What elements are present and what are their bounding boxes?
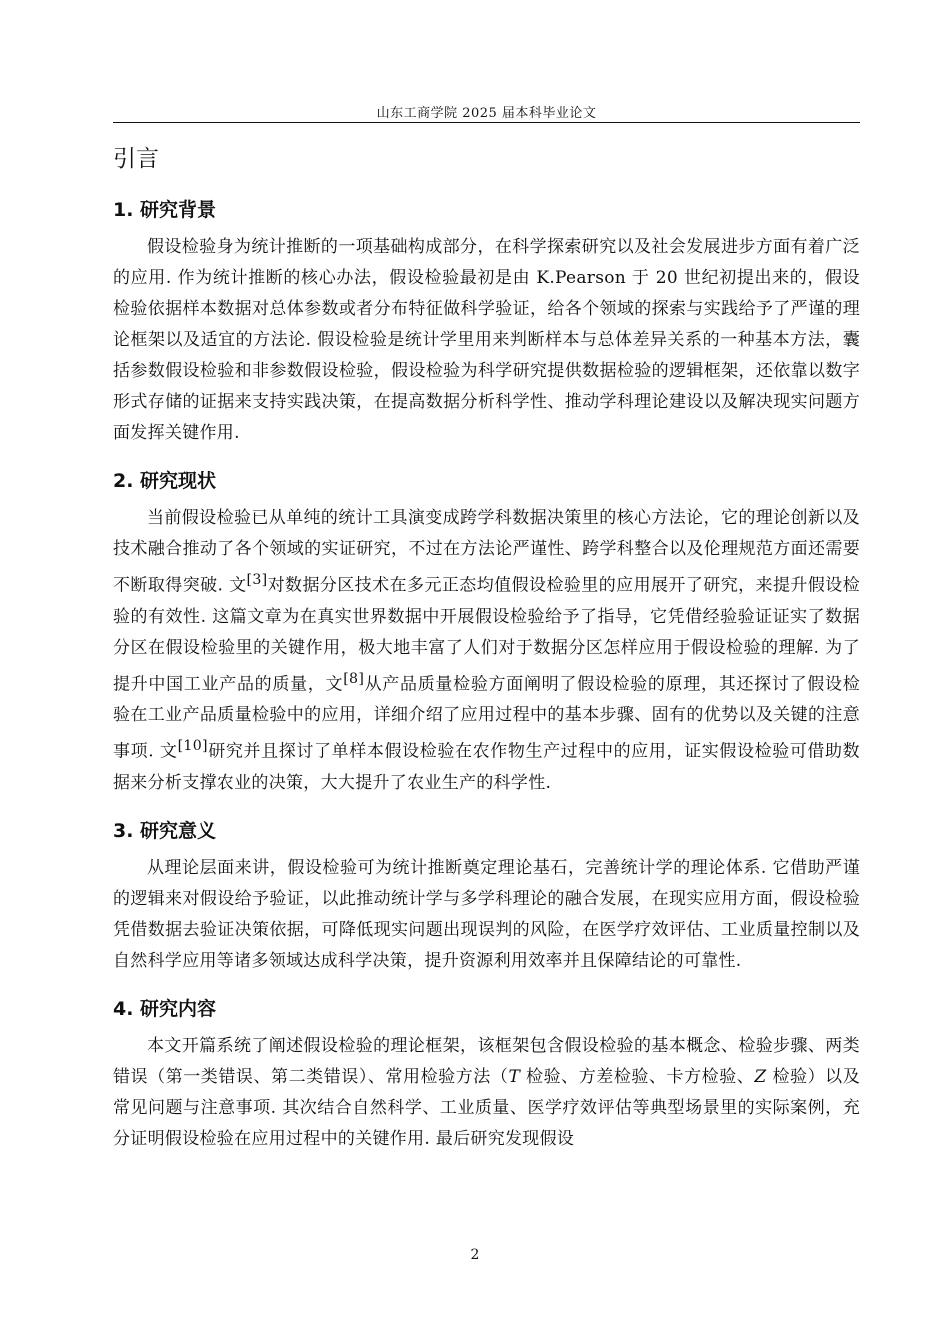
content-text-1: 本文开篇系统了阐述假设检验的理论框架，该框架包含假设检验的基本概念、检验步骤、两类错误（第一类错误、第二类错误）、常用检验方法（ xyxy=(113,1035,860,1087)
page-number: 2 xyxy=(470,1247,480,1263)
citation-8: [8] xyxy=(343,670,365,687)
section-paragraph-background: 假设检验身为统计推断的一项基础构成部分，在科学探索研究以及社会发展进步方面有着广泛的应用. 作为统计推断的核心办法，假设检验最初是由 K.Pearson 于 20 世纪初提出来的，假设检验依据样本数据对总体参数或者分布特征做科学验证，给各个领域的探索与实践给予了严谨的理论框架以及适宜的方法论. 假设检验是统计学里用来判断样本与总体差异关系的一种基本方法，囊括参数假设检验和非参数假设检验，假设检验为科学研究提供数据检验的逻辑框架，还依靠以数字形式存储的证据来支持实践决策，在提高数据分析科学性、推动学科理论建设以及解决现实问题方面发挥关键作用. xyxy=(113,237,860,443)
status-text-2: 对数据分区技术在多元正态均值假设检验里的应用展开了研究，来提升假设检验的有效性. 这篇文章为在真实世界数据中开展假设检验给予了指导，它凭借经验验证证实了数据分区在假设检验里的关键作用，极大地丰富了人们对于数据分区怎样应用于假设检验的理解. 为了提升中国工业产品的质量，文 xyxy=(113,575,860,695)
section-paragraph-status xyxy=(113,503,860,799)
content-text-3: 检验）以及常见问题与注意事项. 其次结合自然科学、工业质量、医学疗效评估等典型场景里的实际案例，充分证明假设检验在应用过程中的关键作用. 最后研究发现假设 xyxy=(113,1066,860,1149)
section-heading-background: 1. 研究背景 xyxy=(113,199,217,221)
status-text-3: 从产品质量检验方面阐明了假设检验的原理，其还探讨了假设检验在工业产品质量检验中的应用，详细介绍了应用过程中的基本步骤、固有的优势以及关键的注意事项. 文 xyxy=(113,674,860,762)
page-body xyxy=(113,140,860,1165)
section-heading-significance: 3. 研究意义 xyxy=(113,819,217,842)
citation-10: [10] xyxy=(177,738,208,755)
status-text-4: 研究并且探讨了单样本假设检验在农作物生产过程中的应用，证实假设检验可借助数据来分析支撑农业的决策，大大提升了农业生产的科学性. xyxy=(113,741,860,793)
section-heading-content: 4. 研究内容 xyxy=(113,997,217,1020)
running-header: 山东工商学院 2025 届本科毕业论文 xyxy=(376,106,597,121)
citation-3: [3] xyxy=(246,572,268,588)
section-paragraph-significance: 从理论层面来讲，假设检验可为统计推断奠定理论基石，完善统计学的理论体系. 它借助严谨的逻辑来对假设给予验证，以此推动统计学与多学科理论的融合发展，在现实应用方面，假设检验凭借数据去验证决策依据，可降低现实问题出现误判的风险，在医学疗效评估、工业质量控制以及自然科学应用等诸多领域达成科学决策，提升资源利用效率并且保障结论的可靠性. xyxy=(113,857,860,971)
section-heading-status: 2. 研究现状 xyxy=(113,470,217,492)
intro-title: 引言 xyxy=(113,146,159,172)
header-rule xyxy=(113,122,860,123)
z-variable: Z xyxy=(754,1066,767,1087)
content-text-2: 检验、方差检验、卡方检验、 xyxy=(520,1066,755,1087)
status-text-1: 当前假设检验已从单纯的统计工具演变成跨学科数据决策里的核心方法论，它的理论创新以及技术融合推动了各个领域的实证研究，不过在方法论严谨性、跨学科整合以及伦理规范方面还需要不断取得突破. 文 xyxy=(113,508,860,596)
t-variable: T xyxy=(508,1066,521,1087)
section-paragraph-content xyxy=(113,1031,860,1155)
